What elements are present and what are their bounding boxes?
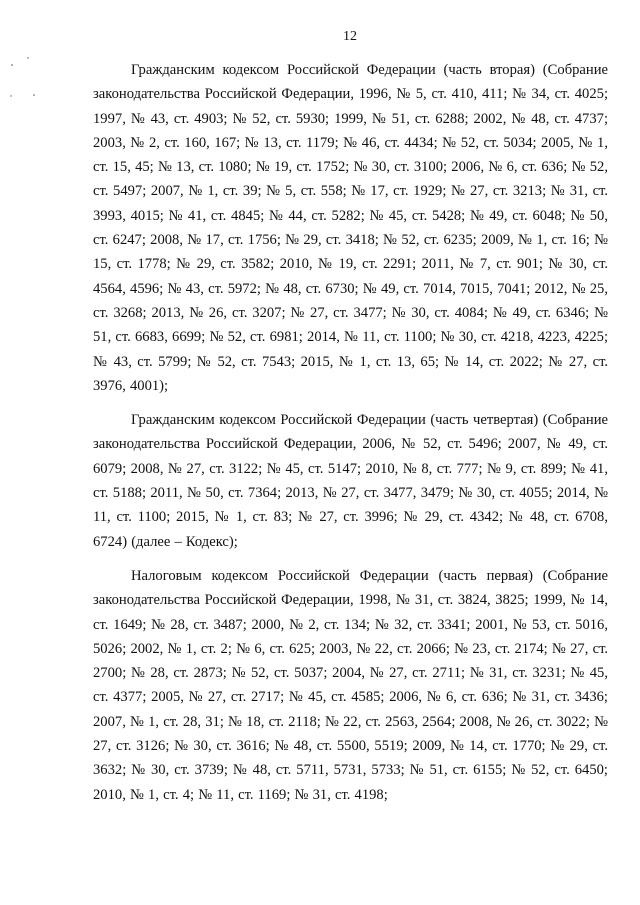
document-body [93, 58, 608, 807]
scan-speck [11, 64, 13, 66]
paragraph-civil-code-part-four: Гражданским кодексом Российской Федерации (часть четвертая) (Собрание законодательства Российской Федерации, 2006, № 52, ст. 5496; 2007, № 49, ст. 6079; 2008, № 27, ст. 3122; № 45, ст. 5147; 2010, № 8, ст. 777; № 9, ст. 899; № 41, ст. 5188; 2011, № 50, ст. 7364; 2013, № 27, ст. 3477, 3479; № 30, ст. 4055; 2014, № 11, ст. 1100; 2015, № 1, ст. 83; № 27, ст. 3996; № 29, ст. 4342; № 48, ст. 6708, 6724) (далее – Кодекс); [93, 412, 608, 550]
scan-speck [27, 57, 28, 58]
scan-speck [10, 95, 11, 96]
paragraph-tax-code-part-one: Налоговым кодексом Российской Федерации (часть первая) (Собрание законодательства Российской Федерации, 1998, № 31, ст. 3824, 3825; 1999, № 14, ст. 1649; № 28, ст. 3487; 2000, № 2, ст. 134; № 32, ст. 3341; 2001, № 53, ст. 5016, 5026; 2002, № 1, ст. 2; № 6, ст. 625; 2003, № 22, ст. 2066; № 23, ст. 2174; № 27, ст. 2700; № 28, ст. 2873; № 52, ст. 5037; 2004, № 27, ст. 2711; № 31, ст. 3231; № 45, ст. 4377; 2005, № 27, ст. 2717; № 45, ст. 4585; 2006, № 6, ст. 636; № 31, ст. 3436; 2007, № 1, ст. 28, 31; № 18, ст. 2118; № 22, ст. 2563, 2564; 2008, № 26, ст. 3022; № 27, ст. 3126; № 30, ст. 3616; № 48, ст. 5500, 5519; 2009, № 14, ст. 1770; № 29, ст. 3632; № 30, ст. 3739; № 48, ст. 5711, 5731, 5733; № 51, ст. 6155; № 52, ст. 6450; 2010, № 1, ст. 4; № 11, ст. 1169; № 31, ст. 4198; [93, 567, 608, 803]
page-number: 12 [343, 29, 357, 44]
paragraph-civil-code-part-two: Гражданским кодексом Российской Федерации (часть вторая) (Собрание законодательства Российской Федерации, 1996, № 5, ст. 410, 411; № 34, ст. 4025; 1997, № 43, ст. 4903; № 52, ст. 5930; 1999, № 51, ст. 6288; 2002, № 48, ст. 4737; 2003, № 2, ст. 160, 167; № 13, ст. 1179; № 46, ст. 4434; № 52, ст. 5034; 2005, № 1, ст. 15, 45; № 13, ст. 1080; № 19, ст. 1752; № 30, ст. 3100; 2006, № 6, ст. 636; № 52, ст. 5497; 2007, № 1, ст. 39; № 5, ст. 558; № 17, ст. 1929; № 27, ст. 3213; № 31, ст. 3993, 4015; № 41, ст. 4845; № 44, ст. 5282; № 45, ст. 5428; № 49, ст. 6048; № 50, ст. 6247; 2008, № 17, ст. 1756; № 29, ст. 3418; № 52, ст. 6235; 2009, № 1, ст. 16; № 15, ст. 1778; № 29, ст. 3582; 2010, № 19, ст. 2291; 2011, № 7, ст. 901; № 30, ст. 4564, 4596; № 43, ст. 5972; № 48, ст. 6730; № 49, ст. 7014, 7015, 7041; 2012, № 25, ст. 3268; 2013, № 26, ст. 3207; № 27, ст. 3477; № 30, ст. 4084; № 49, ст. 6346; № 51, ст. 6683, 6699; № 52, ст. 6981; 2014, № 11, ст. 1100; № 30, ст. 4218, 4223, 4225; № 43, ст. 5799; № 52, ст. 7543; 2015, № 1, ст. 13, 65; № 14, ст. 2022; № 27, ст. 3976, 4001); [93, 62, 608, 394]
scan-speck [33, 94, 35, 96]
